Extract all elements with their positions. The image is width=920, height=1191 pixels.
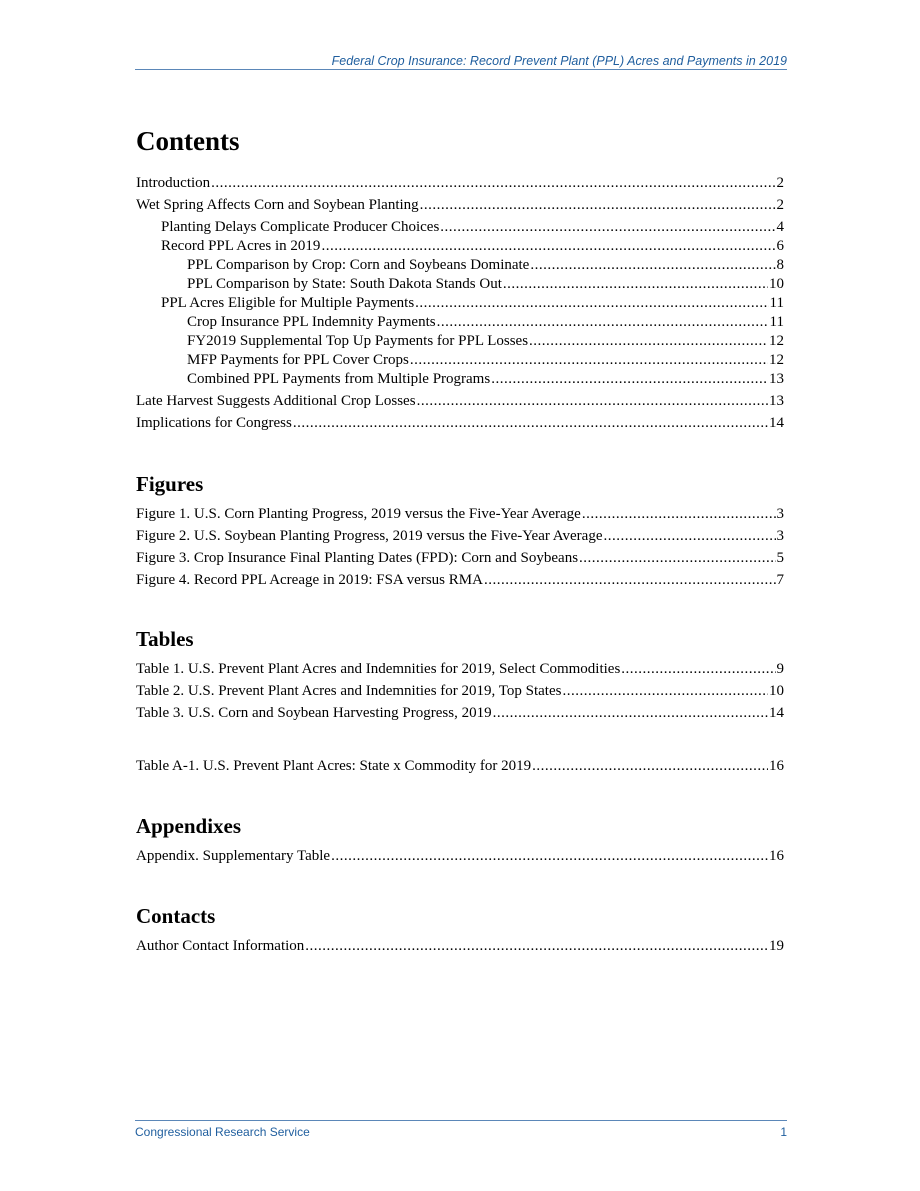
toc-entry-planting-delays[interactable]: Planting Delays Complicate Producer Choices ..... 4 xyxy=(136,218,784,237)
table-of-contents xyxy=(136,124,784,956)
toc-entry-appendix[interactable]: Appendix. Supplementary Table ..... 16 xyxy=(136,847,784,866)
toc-entry-record-ppl-acres[interactable]: Record PPL Acres in 2019 ..... 6 xyxy=(136,237,784,256)
contents-list xyxy=(136,174,784,433)
toc-entry-figure-3[interactable]: Figure 3. Crop Insurance Final Planting Dates (FPD): Corn and Soybeans ..... 5 xyxy=(136,549,784,568)
toc-entry-implications[interactable]: Implications for Congress ..... 14 xyxy=(136,414,784,433)
toc-entry-ppl-by-crop[interactable]: PPL Comparison by Crop: Corn and Soybeans Dominate ..... 8 xyxy=(136,256,784,275)
figures-list xyxy=(136,505,784,590)
appendixes-list xyxy=(136,847,784,866)
toc-entry-wet-spring[interactable]: Wet Spring Affects Corn and Soybean Planting ..... 2 xyxy=(136,196,784,215)
footer-page-number: 1 xyxy=(780,1125,787,1139)
toc-entry-multiple-payments[interactable]: PPL Acres Eligible for Multiple Payments ..... 11 xyxy=(136,294,784,313)
toc-entry-figure-2[interactable]: Figure 2. U.S. Soybean Planting Progress, 2019 versus the Five-Year Average ..... 3 xyxy=(136,527,784,546)
toc-entry-ppl-by-state[interactable]: PPL Comparison by State: South Dakota Stands Out ..... 10 xyxy=(136,275,784,294)
running-header xyxy=(135,54,787,70)
toc-entry-indemnity-payments[interactable]: Crop Insurance PPL Indemnity Payments ..... 11 xyxy=(136,313,784,332)
figures-heading: Figures xyxy=(136,472,204,496)
toc-entry-top-up-payments[interactable]: FY2019 Supplemental Top Up Payments for PPL Losses ..... 12 xyxy=(136,332,784,351)
toc-entry-table-a1[interactable]: Table A-1. U.S. Prevent Plant Acres: State x Commodity for 2019 ..... 16 xyxy=(136,757,784,776)
toc-entry-figure-4[interactable]: Figure 4. Record PPL Acreage in 2019: FSA versus RMA ..... 7 xyxy=(136,571,784,590)
appendixes-heading: Appendixes xyxy=(136,814,242,838)
toc-entry-table-1[interactable]: Table 1. U.S. Prevent Plant Acres and Indemnities for 2019, Select Commodities ..... 9 xyxy=(136,660,784,679)
toc-entry-mfp-payments[interactable]: MFP Payments for PPL Cover Crops ..... 12 xyxy=(136,351,784,370)
contents-heading: Contents xyxy=(136,126,240,156)
toc-entry-table-3[interactable]: Table 3. U.S. Corn and Soybean Harvesting Progress, 2019 ..... 14 xyxy=(136,704,784,723)
contacts-heading: Contacts xyxy=(136,904,216,928)
toc-entry-author-contact[interactable]: Author Contact Information ..... 19 xyxy=(136,937,784,956)
toc-entry-table-2[interactable]: Table 2. U.S. Prevent Plant Acres and Indemnities for 2019, Top States ..... 10 xyxy=(136,682,784,701)
toc-entry-figure-1[interactable]: Figure 1. U.S. Corn Planting Progress, 2019 versus the Five-Year Average ..... 3 xyxy=(136,505,784,524)
toc-entry-combined-payments[interactable]: Combined PPL Payments from Multiple Programs ..... 13 xyxy=(136,370,784,389)
tables-list xyxy=(136,660,784,776)
toc-entry-late-harvest[interactable]: Late Harvest Suggests Additional Crop Losses ..... 13 xyxy=(136,392,784,411)
header-title: Federal Crop Insurance: Record Prevent Plant (PPL) Acres and Payments in 2019 xyxy=(331,54,787,68)
footer-org: Congressional Research Service xyxy=(135,1125,310,1139)
toc-entry-introduction[interactable]: Introduction ..... 2 xyxy=(136,174,784,193)
running-footer xyxy=(135,1120,787,1139)
contacts-list xyxy=(136,937,784,956)
tables-heading: Tables xyxy=(136,627,194,651)
